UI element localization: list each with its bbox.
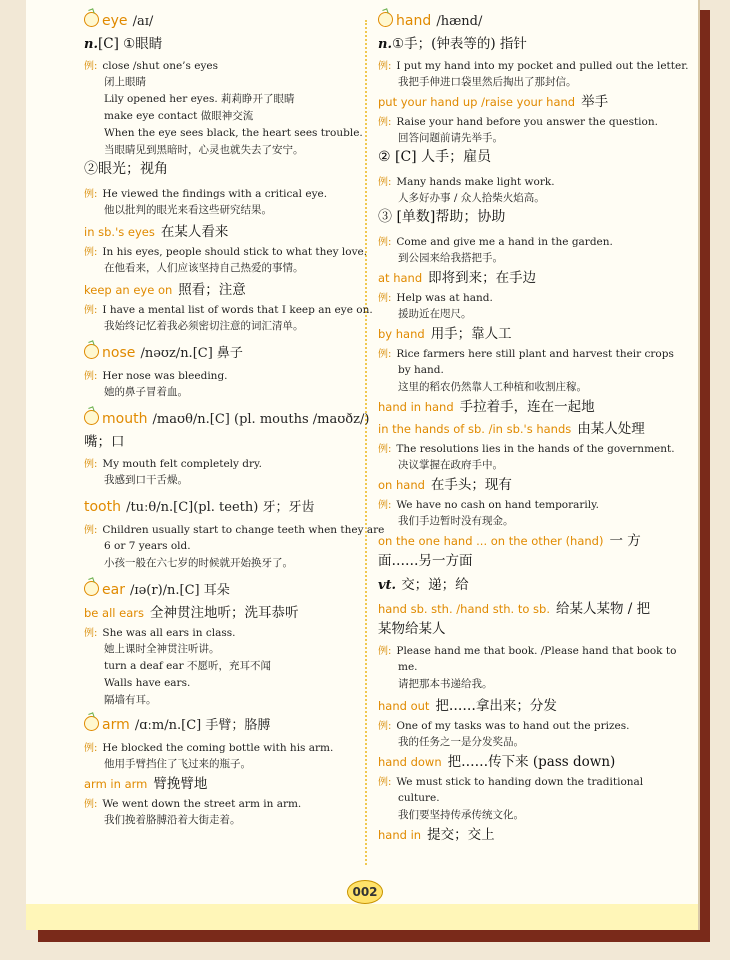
headword: hand [396, 13, 432, 29]
example-translation [84, 380, 384, 408]
example-zh: 隔墙有耳。 [104, 694, 157, 706]
example-en: When the eye sees black, the heart sees trouble. [104, 127, 363, 139]
example [378, 493, 678, 509]
example-translation [84, 198, 384, 220]
example-en: I put my hand into my pocket and pulled out the letter. [396, 60, 689, 72]
example [378, 358, 678, 375]
phrase-definition: 全神贯注地听；洗耳恭听 [149, 605, 299, 621]
example [84, 104, 384, 121]
phrase-definition: 一 方 [609, 533, 641, 549]
example-zh: 他用手臂挡住了飞过来的瓶子。 [104, 758, 251, 770]
apple-icon [378, 12, 393, 27]
phrase-row [378, 417, 678, 437]
phonetic: /nəʊz/n.[C] 鼻子 [140, 346, 243, 361]
example-translation [84, 637, 384, 654]
definition: [C] ①眼睛 [97, 36, 163, 52]
headword: eye [102, 13, 128, 29]
example-mark: 例: [378, 177, 392, 188]
phrase-definition: 即将到来；在手边 [428, 270, 537, 286]
example-mark: 例: [84, 799, 98, 810]
phrase: hand out [378, 699, 430, 713]
example-mark: 例: [378, 61, 392, 72]
sense-row [378, 206, 678, 230]
phrase-row [84, 278, 384, 298]
example-translation [84, 138, 384, 158]
phrase-row [378, 395, 678, 417]
example-en: The resolutions lies in the hands of the government. [396, 443, 675, 455]
phrase: on the one hand ... on the other (hand) [378, 534, 604, 548]
example-translation [84, 314, 384, 342]
definition: 交；递；给 [401, 577, 469, 593]
example-en: turn a deaf ear 不愿听，充耳不闻 [104, 660, 271, 672]
example [84, 54, 384, 70]
example-translation [378, 730, 678, 750]
sense-row [84, 430, 384, 452]
phrase-row [378, 597, 678, 617]
example-en: We must stick to handing down the traditional [396, 776, 644, 788]
phrase-definition: 把……拿出来；分发 [435, 698, 557, 714]
phrase: hand in hand [378, 400, 454, 414]
phrase-row [378, 823, 678, 843]
example [84, 452, 384, 468]
phrase: on hand [378, 478, 425, 492]
example-mark: 例: [84, 743, 98, 754]
example-zh: 我的任务之一是分发奖品。 [398, 736, 524, 748]
phrase-row [378, 750, 678, 770]
phrase-row [378, 694, 678, 714]
entry-ear-head [84, 579, 384, 601]
example-mark: 例: [378, 237, 392, 248]
example-zh: 回答问题前请先举手。 [398, 132, 503, 144]
example-mark: 例: [84, 305, 98, 316]
example-en: Many hands make light work. [396, 176, 555, 188]
example-translation [84, 551, 384, 579]
phrase-definition: 面……另一方面 [378, 553, 473, 569]
example [378, 230, 678, 246]
phrase: keep an eye on [84, 283, 173, 297]
example-mark: 例: [84, 628, 98, 639]
example-translation [84, 468, 384, 496]
example-en: Come and give me a hand in the garden. [396, 236, 613, 248]
phrase-definition: 给某人某物 / 把 [555, 601, 651, 617]
example-en: make eye contact 做眼神交流 [104, 110, 254, 122]
page-number: 002 [347, 880, 383, 904]
entry-mouth-head [84, 408, 384, 430]
example-zh: 她的鼻子冒着血。 [104, 386, 188, 398]
example-en: He blocked the coming bottle with his arm. [102, 742, 334, 754]
example [378, 54, 689, 72]
example [378, 110, 678, 126]
phrase-row [84, 601, 384, 621]
example-translation [378, 509, 678, 529]
phrase-row [378, 322, 678, 342]
example-en: close /shut one’s eyes [102, 60, 218, 72]
example [84, 621, 384, 637]
phrase-row [378, 529, 678, 549]
example-mark: 例: [378, 721, 392, 732]
example-mark: 例: [378, 117, 392, 128]
example-en: Walls have ears. [104, 677, 191, 689]
phrase: in the hands of sb. /in sb.'s hands [378, 422, 572, 436]
phonetic: /tuːθ/n.[C](pl. teeth) 牙；牙齿 [126, 500, 315, 515]
example-mark: 例: [378, 646, 392, 657]
example-mark: 例: [378, 444, 392, 455]
example-en: Raise your hand before you answer the question. [396, 116, 658, 128]
sense-row [84, 158, 384, 182]
entry-arm-head [84, 714, 384, 736]
example-en: Her nose was bleeding. [102, 370, 228, 382]
example-zh: 援助近在咫尺。 [398, 308, 472, 320]
example [84, 518, 384, 534]
phonetic: /ɑːm/n.[C] 手臂；胳膊 [134, 718, 271, 733]
example [84, 792, 384, 808]
example-translation [378, 803, 678, 823]
definition: ③ [单数]帮助；协助 [378, 209, 506, 225]
example-zh: 我们手边暂时没有现金。 [398, 515, 514, 527]
dictionary-page [26, 0, 700, 930]
phrase-definition-cont [378, 549, 678, 573]
sense-row [378, 573, 678, 597]
example-en: Rice farmers here still plant and harvest their crops [396, 348, 674, 360]
example-translation [84, 752, 384, 772]
sense-row [84, 32, 384, 54]
example-en: We went down the street arm in arm. [102, 798, 302, 810]
phrase: hand sb. sth. /hand sth. to sb. [378, 602, 550, 616]
headword: tooth [84, 499, 121, 515]
headword: arm [102, 717, 130, 733]
entry-nose-head [84, 342, 384, 364]
headword: nose [102, 345, 136, 361]
example-mark: 例: [378, 500, 392, 511]
phonetic: /ɪə(r)/n.[C] 耳朵 [130, 583, 230, 598]
example [84, 87, 384, 104]
example-zh: 在他看来，人们应该坚持自己热爱的事情。 [104, 262, 304, 274]
phrase: in sb.'s eyes [84, 225, 155, 239]
example-en: me. [398, 661, 418, 673]
example [84, 736, 384, 752]
example-mark: 例: [84, 189, 98, 200]
entry-tooth-head [84, 496, 384, 518]
example [378, 770, 678, 786]
phrase: be all ears [84, 606, 144, 620]
apple-icon [84, 410, 99, 425]
example [84, 240, 384, 256]
phrase-row [378, 473, 678, 493]
part-of-speech: vt. [378, 578, 397, 593]
left-column [84, 10, 384, 825]
example-zh: 这里的稻农仍然靠人工种植和收割庄稼。 [398, 381, 587, 393]
example-translation [84, 70, 384, 87]
example-translation [84, 688, 384, 714]
example-en: In his eyes, people should stick to what they love. [102, 246, 368, 258]
example-zh: 我们挽着胳膊沿着大街走着。 [104, 814, 241, 826]
example-mark: 例: [378, 349, 392, 360]
phrase: at hand [378, 271, 423, 285]
example [84, 671, 384, 688]
phrase-definition: 举手 [581, 94, 609, 110]
example [378, 639, 678, 655]
example-mark: 例: [84, 247, 98, 258]
example [378, 655, 678, 672]
headword: mouth [102, 411, 148, 427]
example-translation [378, 70, 678, 90]
phonetic: /maʊθ/n.[C] (pl. mouths /maʊðz/) [152, 412, 370, 427]
part-of-speech: n. [378, 37, 392, 52]
example-en: He viewed the findings with a critical eye. [102, 188, 328, 200]
example-en: My mouth felt completely dry. [102, 458, 262, 470]
example [84, 654, 384, 671]
example-en: 6 or 7 years old. [104, 540, 191, 552]
phrase-definition: 由某人处理 [577, 421, 645, 437]
phrase: by hand [378, 327, 425, 341]
example-mark: 例: [84, 61, 98, 72]
example-en: Please hand me that book. /Please hand that book to [396, 645, 677, 657]
phonetic: /aɪ/ [132, 14, 154, 29]
sense-row [378, 32, 678, 54]
example-mark: 例: [378, 293, 392, 304]
example-en: We have no cash on hand temporarily. [396, 499, 600, 511]
example-en: Help was at hand. [396, 292, 493, 304]
example-en: culture. [398, 792, 440, 804]
right-column [378, 10, 689, 843]
example [378, 714, 678, 730]
phrase-definition: 提交；交上 [427, 827, 495, 843]
example-mark: 例: [84, 459, 98, 470]
example [84, 182, 384, 198]
part-of-speech: n. [84, 37, 98, 52]
example-zh: 他以批判的眼光来看这些研究结果。 [104, 204, 272, 216]
apple-icon [84, 581, 99, 596]
example [378, 170, 678, 186]
example-translation [378, 246, 678, 266]
definition: ②眼光；视角 [84, 161, 168, 177]
example-en: Lily opened her eyes. 莉莉睁开了眼睛 [104, 93, 295, 105]
example-zh: 小孩一般在六七岁的时候就开始换牙了。 [104, 557, 293, 569]
definition: 嘴；口 [84, 434, 125, 450]
example-zh: 我始终记忆着我必须密切注意的词汇清单。 [104, 320, 304, 332]
example-en: She was all ears in class. [102, 627, 236, 639]
phonetic: /hænd/ [436, 14, 483, 29]
example-zh: 我把手伸进口袋里然后掏出了那封信。 [398, 76, 577, 88]
example-zh: 当眼睛见到黑暗时，心灵也就失去了安宁。 [104, 144, 304, 156]
phrase: hand down [378, 755, 442, 769]
sense-row [378, 146, 678, 170]
example-zh: 人多好办事 / 众人拾柴火焰高。 [398, 192, 545, 204]
bottom-band [26, 904, 698, 930]
example [84, 534, 384, 551]
example [378, 437, 678, 453]
example-en: One of my tasks was to hand out the prizes. [396, 720, 630, 732]
phrase-row [378, 266, 678, 286]
example-translation [84, 256, 384, 278]
definition: ② [C] 人手；雇员 [378, 149, 492, 165]
example-mark: 例: [378, 777, 392, 788]
phrase-definition: 手拉着手，连在一起地 [459, 399, 595, 415]
phrase-definition: 某物给某人 [378, 621, 446, 637]
phrase-definition: 把……传下来 (pass down) [447, 754, 616, 770]
example-zh: 到公园来给我搭把手。 [398, 252, 503, 264]
phrase-definition: 在某人看来 [160, 224, 229, 240]
apple-icon [84, 12, 99, 27]
example-en: I have a mental list of words that I keep an eye on. [102, 304, 373, 316]
phrase-row [84, 220, 384, 240]
entry-hand-head [378, 10, 678, 32]
phrase: arm in arm [84, 777, 148, 791]
phrase-definition: 用手；靠人工 [430, 326, 512, 342]
example-zh: 我感到口干舌燥。 [104, 474, 188, 486]
example-en: Children usually start to change teeth when they are [102, 524, 385, 536]
phrase-definition: 臂挽臂地 [153, 776, 208, 792]
example-zh: 决议掌握在政府手中。 [398, 459, 503, 471]
example [84, 121, 384, 138]
phrase-definition: 照看；注意 [178, 282, 246, 298]
example-zh: 闭上眼睛 [104, 76, 146, 88]
example-translation [378, 375, 678, 395]
phrase-row [378, 90, 678, 110]
example-translation [378, 126, 678, 146]
phrase-row [84, 772, 384, 792]
example [84, 298, 384, 314]
definition: ①手；(钟表等的) 指针 [391, 36, 527, 52]
example-translation [378, 186, 678, 206]
phrase: put your hand up /raise your hand [378, 95, 576, 109]
example-translation [378, 302, 678, 322]
example-translation [378, 453, 678, 473]
phrase-definition-cont [378, 617, 678, 639]
example [378, 786, 678, 803]
phrase-definition: 在手头；现有 [430, 477, 512, 493]
example-translation [378, 672, 678, 694]
apple-icon [84, 344, 99, 359]
headword: ear [102, 582, 125, 598]
example [378, 286, 678, 302]
example-mark: 例: [84, 371, 98, 382]
example-en: by hand. [398, 364, 444, 376]
apple-icon [84, 716, 99, 731]
example [84, 364, 384, 380]
example-zh: 我们要坚持传承传统文化。 [398, 809, 524, 821]
phrase: hand in [378, 828, 422, 842]
example-mark: 例: [84, 525, 98, 536]
entry-eye-head [84, 10, 384, 32]
example-zh: 她上课时全神贯注听讲。 [104, 643, 220, 655]
example-zh: 请把那本书递给我。 [398, 678, 493, 690]
example [378, 342, 678, 358]
example-translation [84, 808, 384, 825]
